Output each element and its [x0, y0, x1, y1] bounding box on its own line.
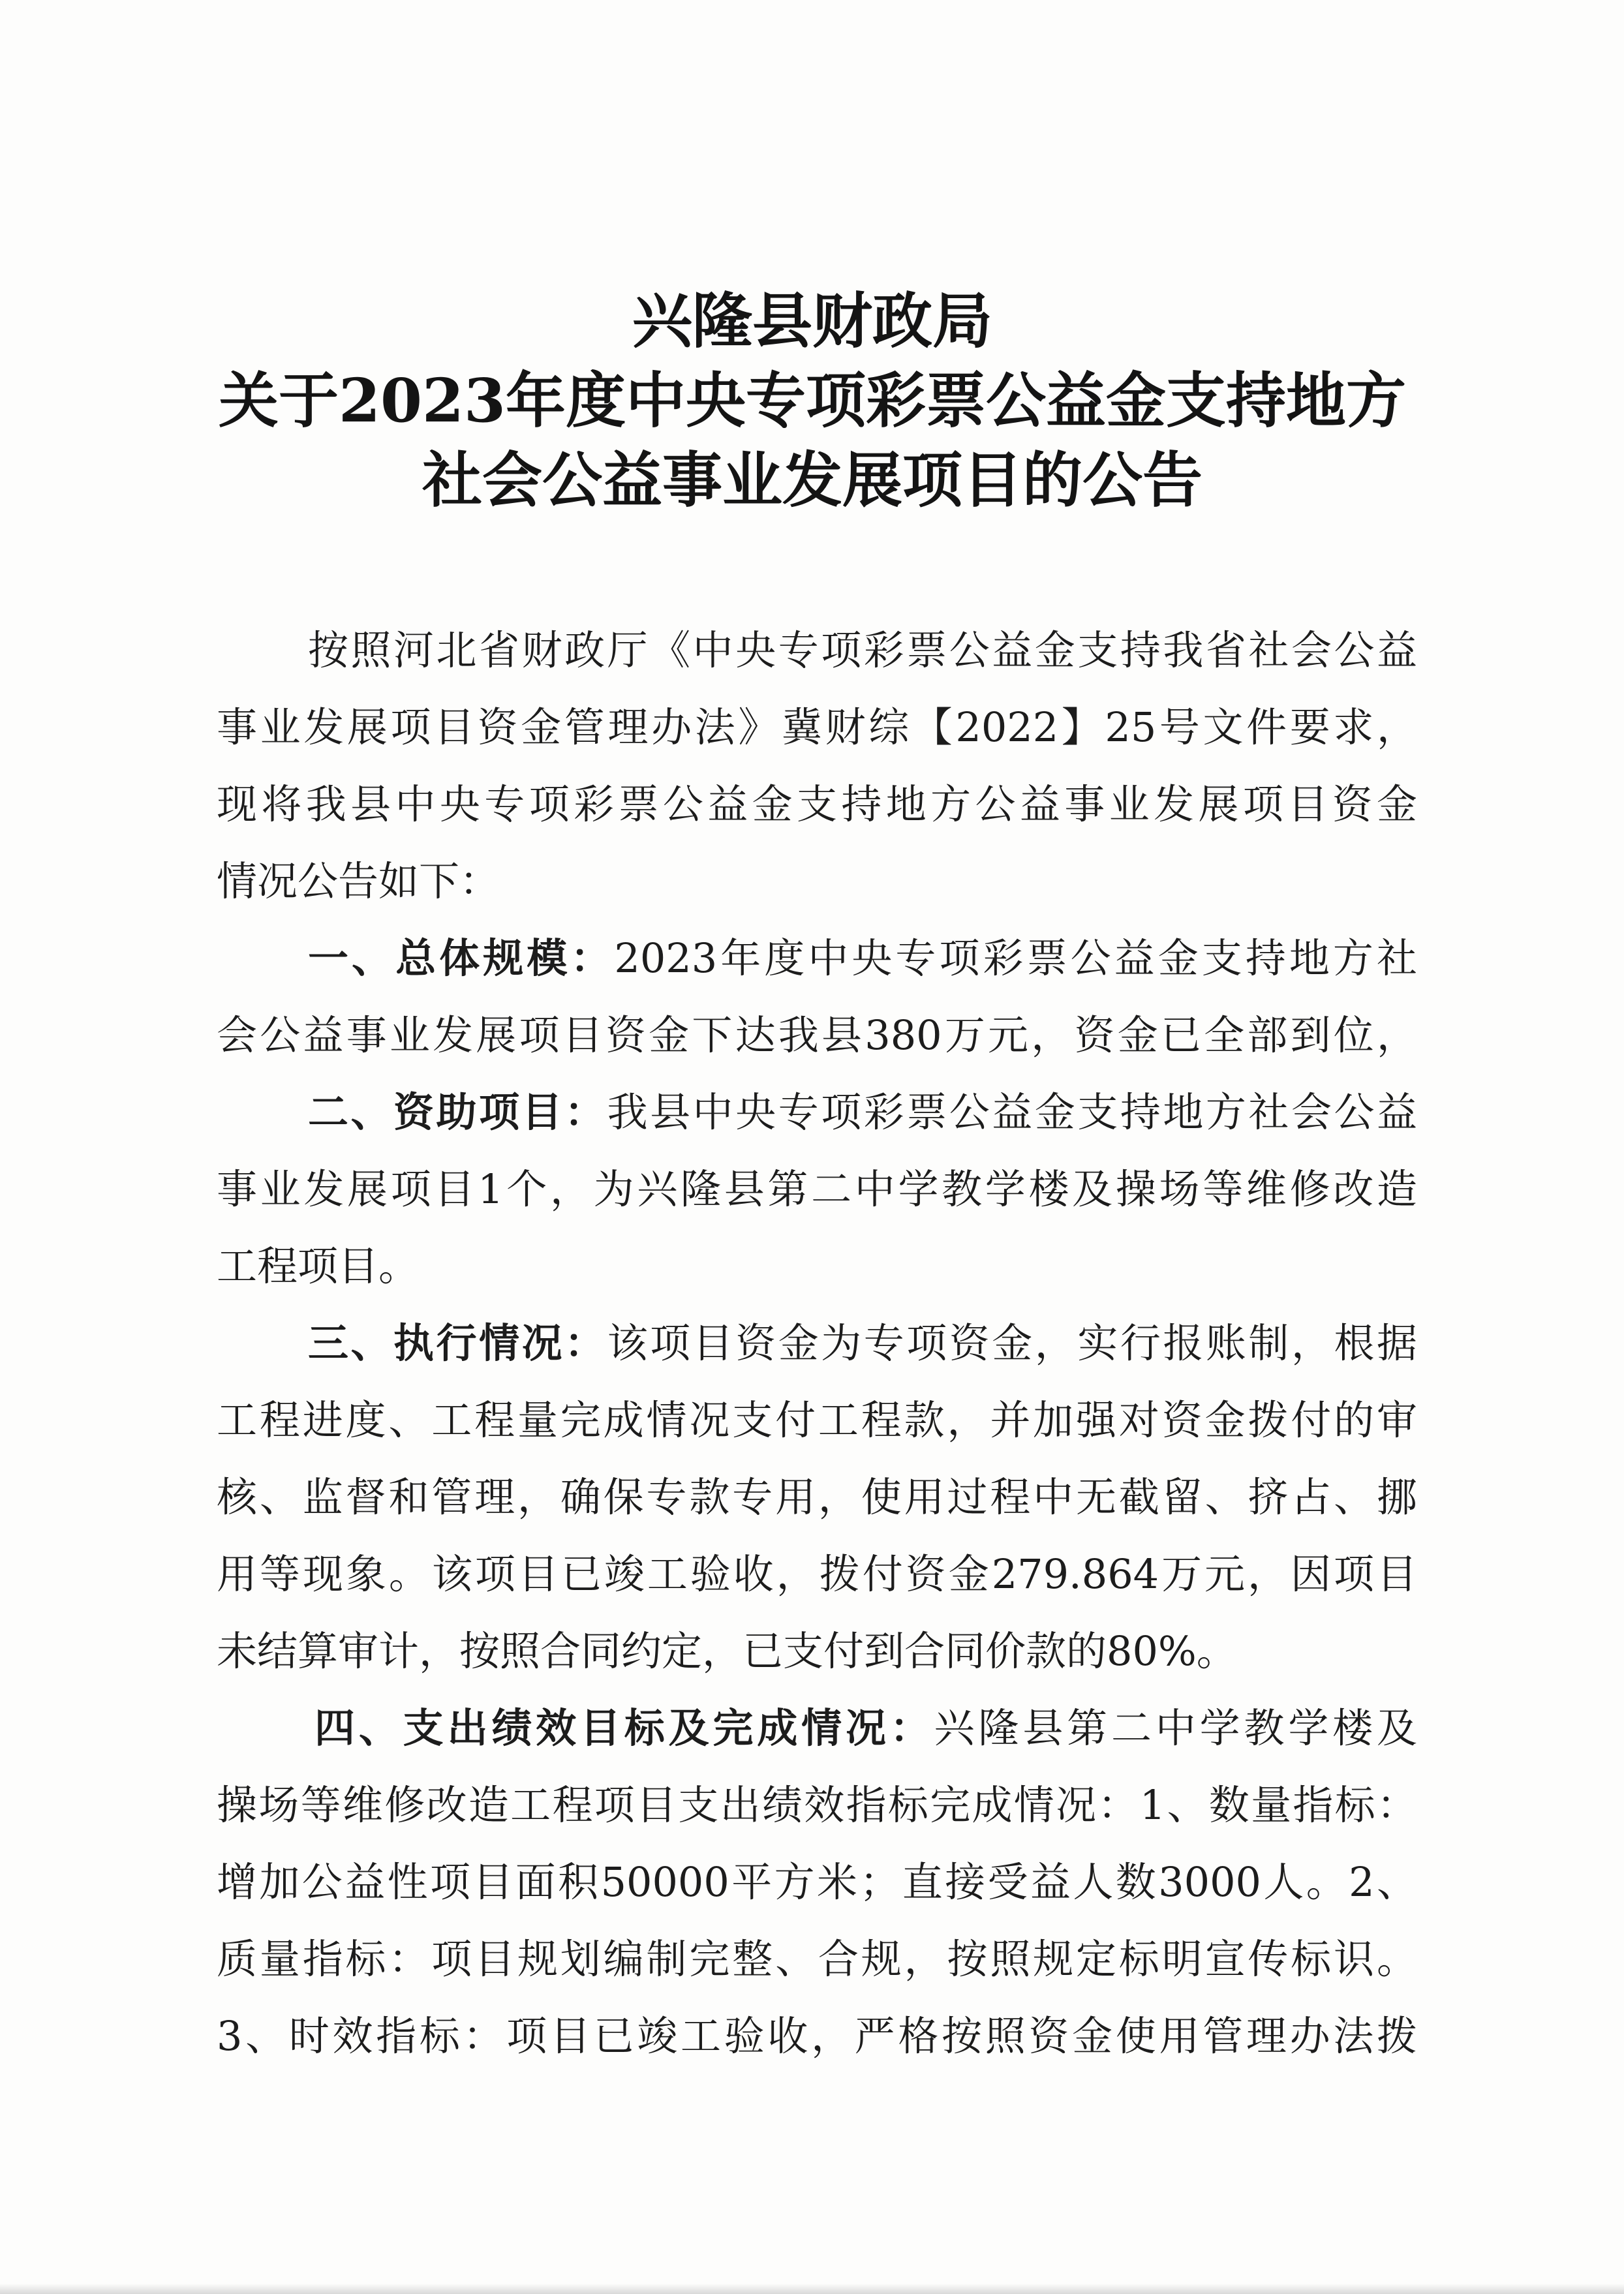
- intro-line: 现将我县中央专项彩票公益金支持地方公益事业发展项目资金: [217, 780, 1417, 828]
- section-3-line: 核、监督和管理，确保专款专用，使用过程中无截留、挤占、挪: [217, 1473, 1417, 1521]
- section-4-first-line: [217, 1690, 1417, 1767]
- section-1-heading: 一、总体规模：: [308, 934, 615, 982]
- document-title-line-2: 关于2023年度中央专项彩票公益金支持地方: [218, 365, 1407, 436]
- section-4-heading: 四、支出绩效目标及完成情况：: [314, 1704, 934, 1752]
- section-2-text: 我县中央专项彩票公益金支持地方社会公益: [607, 1088, 1417, 1136]
- intro-line: 按照河北省财政厅《中央专项彩票公益金支持我省社会公益: [308, 626, 1417, 674]
- section-2-line: 事业发展项目1个，为兴隆县第二中学教学楼及操场等维修改造: [217, 1165, 1417, 1213]
- section-4-line: 质量指标：项目规划编制完整、合规，按照规定标明宣传标识。: [217, 1935, 1417, 1983]
- section-3-first-line: [217, 1305, 1417, 1382]
- intro-line: 情况公告如下：: [217, 857, 500, 905]
- section-3-text: 该项目资金为专项资金，实行报账制，根据: [607, 1319, 1417, 1367]
- document-body: [217, 612, 1417, 2075]
- section-3-line: 未结算审计，按照合同约定，已支付到合同价款的80%。: [217, 1627, 1237, 1675]
- section-2-heading: 二、资助项目：: [308, 1088, 607, 1136]
- section-2-line: 工程项目。: [217, 1242, 420, 1290]
- document-title-line-3: 社会公益事业发展项目的公告: [421, 445, 1203, 515]
- section-2-first-line: [217, 1074, 1417, 1151]
- section-1-text: 2023年度中央专项彩票公益金支持地方社: [614, 934, 1417, 982]
- section-1-line: 会公益事业发展项目资金下达我县380万元，资金已全部到位，: [217, 1011, 1417, 1059]
- document-title-line-1: 兴隆县财政局: [632, 286, 992, 356]
- section-4-line: 3、时效指标：项目已竣工验收，严格按照资金使用管理办法拨: [217, 2012, 1417, 2060]
- section-4-text: 兴隆县第二中学教学楼及: [934, 1704, 1417, 1752]
- section-3-line: 工程进度、工程量完成情况支付工程款，并加强对资金拨付的审: [217, 1396, 1417, 1444]
- scan-bottom-edge: [0, 2284, 1624, 2294]
- section-3-heading: 三、执行情况：: [308, 1319, 607, 1367]
- intro-line: 事业发展项目资金管理办法》冀财综【2022】25号文件要求，: [217, 703, 1417, 751]
- section-4-line: 操场等维修改造工程项目支出绩效指标完成情况：1、数量指标：: [217, 1781, 1417, 1829]
- section-3-line: 用等现象。该项目已竣工验收，拨付资金279.864万元，因项目: [217, 1550, 1417, 1598]
- section-4-line: 增加公益性项目面积50000平方米；直接受益人数3000人。2、: [217, 1858, 1417, 1906]
- section-1-first-line: [217, 920, 1417, 997]
